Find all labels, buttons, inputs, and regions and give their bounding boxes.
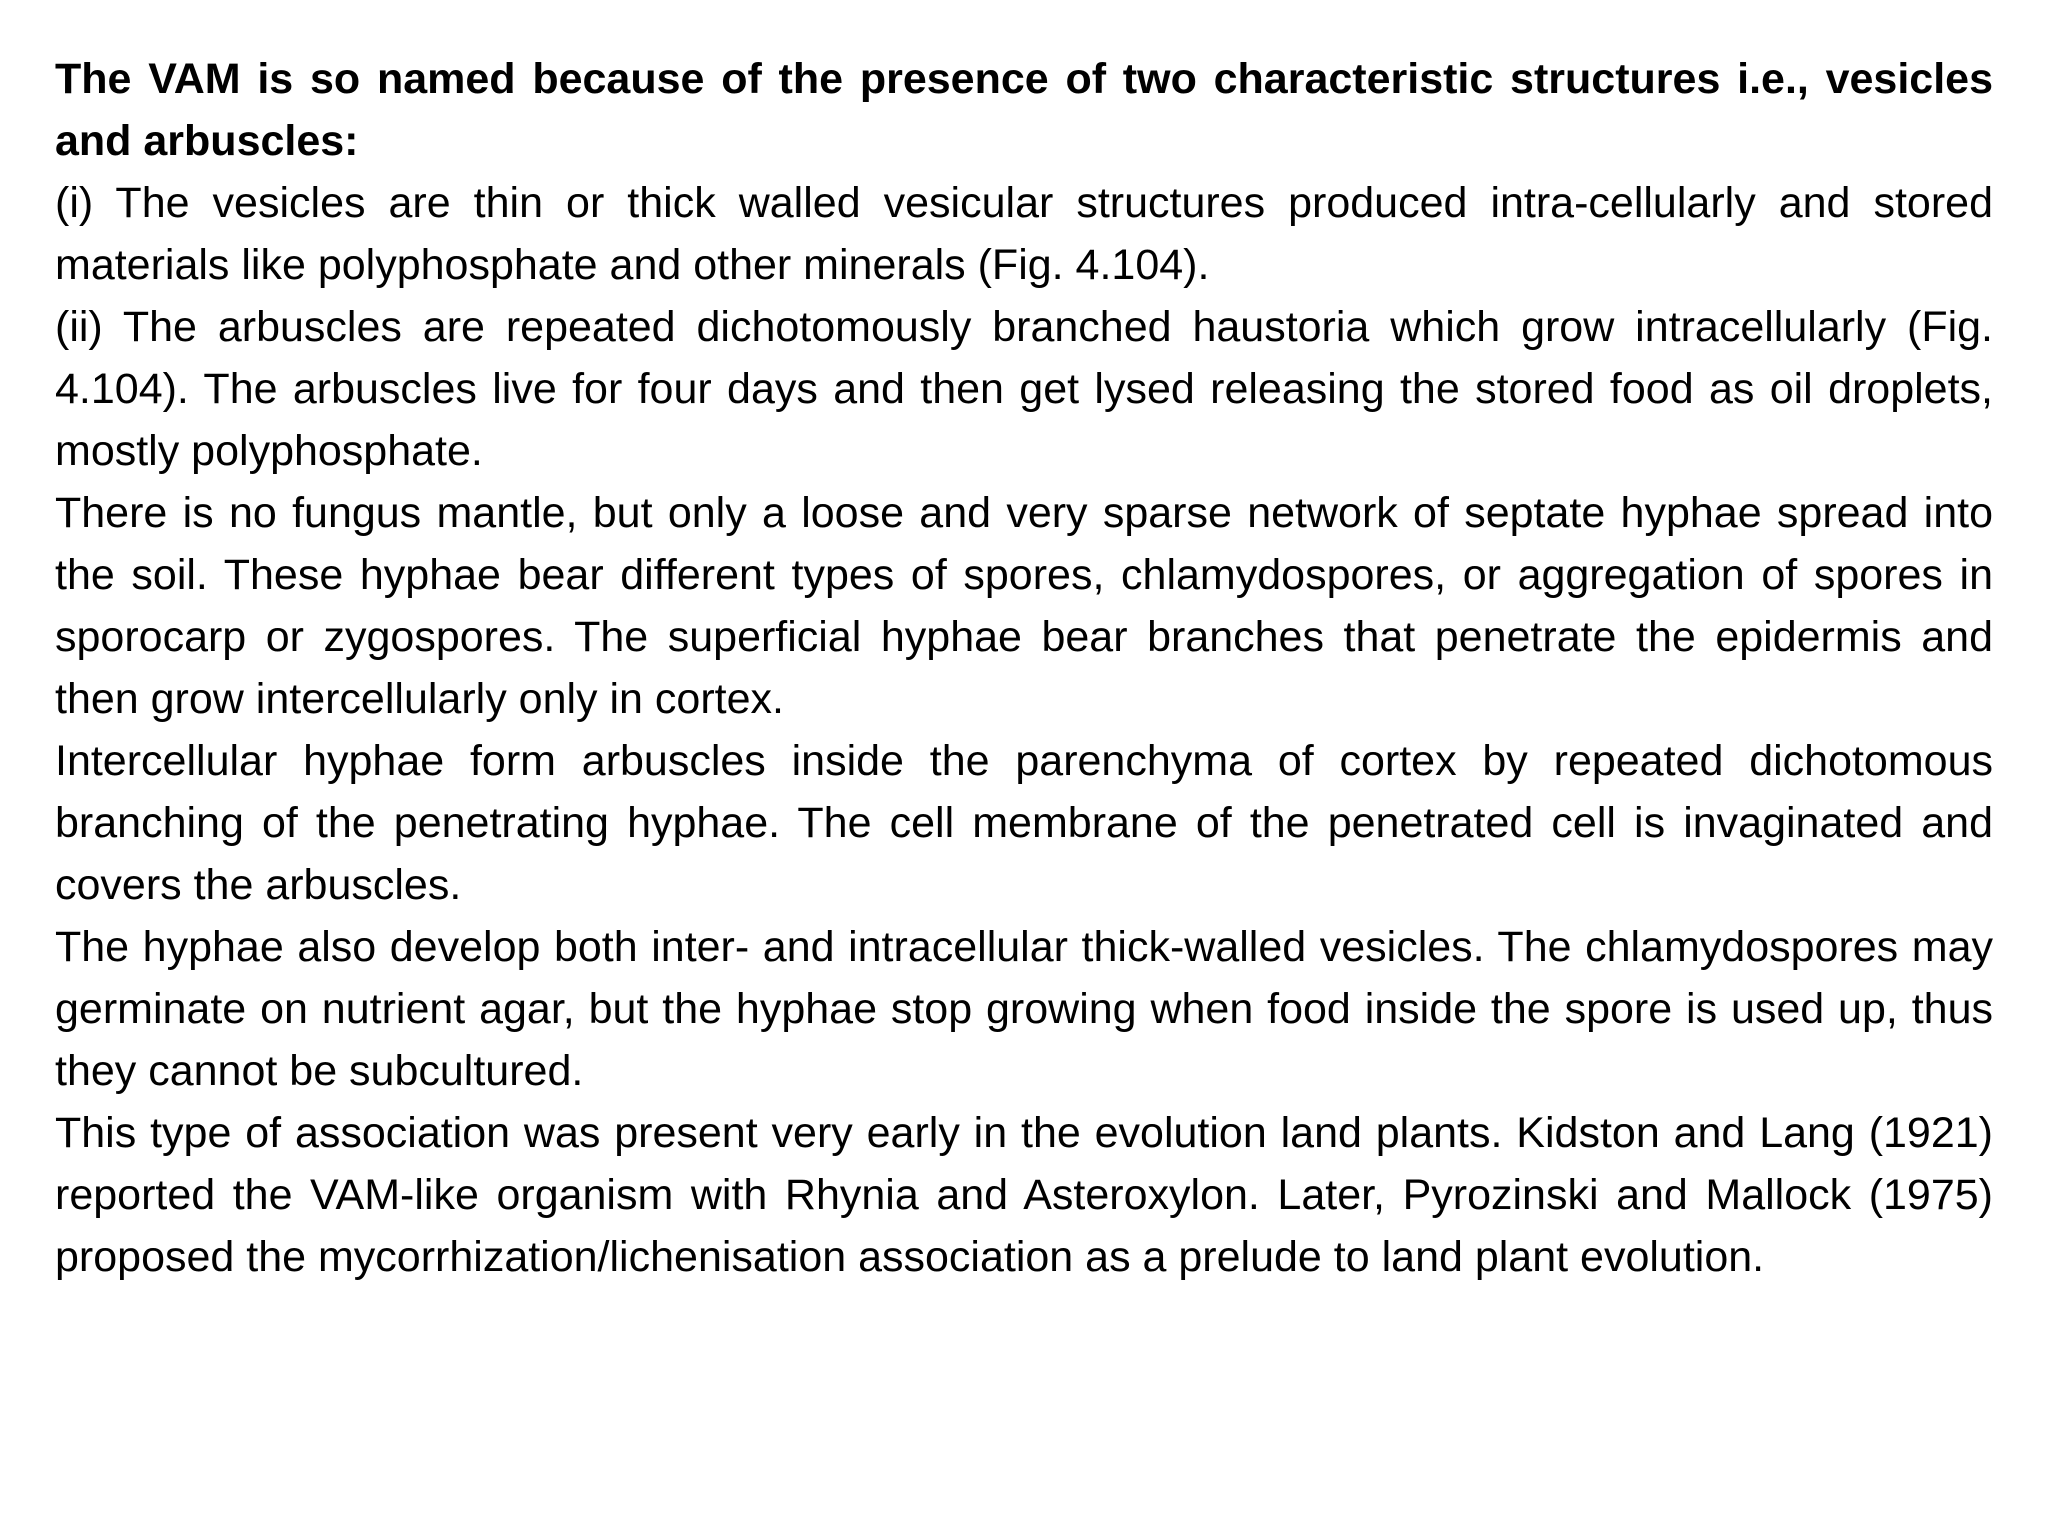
paragraph-arbuscles: (ii) The arbuscles are repeated dichotomously branched haustoria which grow intracellularly (Fig. 4.104). The arbuscles live for four days and then get lysed releasing the stored food as oil droplets, mostly polyphosphate. bbox=[55, 303, 1993, 475]
paragraph-evolution: This type of association was present very early in the evolution land plants. Kidston and Lang (1921) reported the VAM-like organism with Rhynia and Asteroxylon. Later, Pyrozinski and Mallock (1975) proposed the mycorrhization/lichenisation association as a prelude to land plant evolution. bbox=[55, 1109, 1993, 1281]
paragraph-intercellular-hyphae: Intercellular hyphae form arbuscles inside the parenchyma of cortex by repeated dichotomous branching of the penetrating hyphae. The cell membrane of the penetrated cell is invaginated and covers the arbuscles. bbox=[55, 737, 1993, 909]
document-body bbox=[55, 48, 1993, 1488]
document-heading: The VAM is so named because of the presence of two characteristic structures i.e., vesicles and arbuscles: bbox=[55, 55, 1993, 165]
paragraph-vesicles: (i) The vesicles are thin or thick walled vesicular structures produced intra-cellularly and stored materials like polyphosphate and other minerals (Fig. 4.104). bbox=[55, 179, 1993, 289]
paragraph-hyphae-network: There is no fungus mantle, but only a loose and very sparse network of septate hyphae spread into the soil. These hyphae bear different types of spores, chlamydospores, or aggregation of spores in sporocarp or zygospores. The superficial hyphae bear branches that penetrate the epidermis and then grow intercellularly only in cortex. bbox=[55, 489, 1993, 723]
paragraph-thick-walled-vesicles: The hyphae also develop both inter- and intracellular thick-walled vesicles. The chlamydospores may germinate on nutrient agar, but the hyphae stop growing when food inside the spore is used up, thus they cannot be subcultured. bbox=[55, 923, 1993, 1095]
